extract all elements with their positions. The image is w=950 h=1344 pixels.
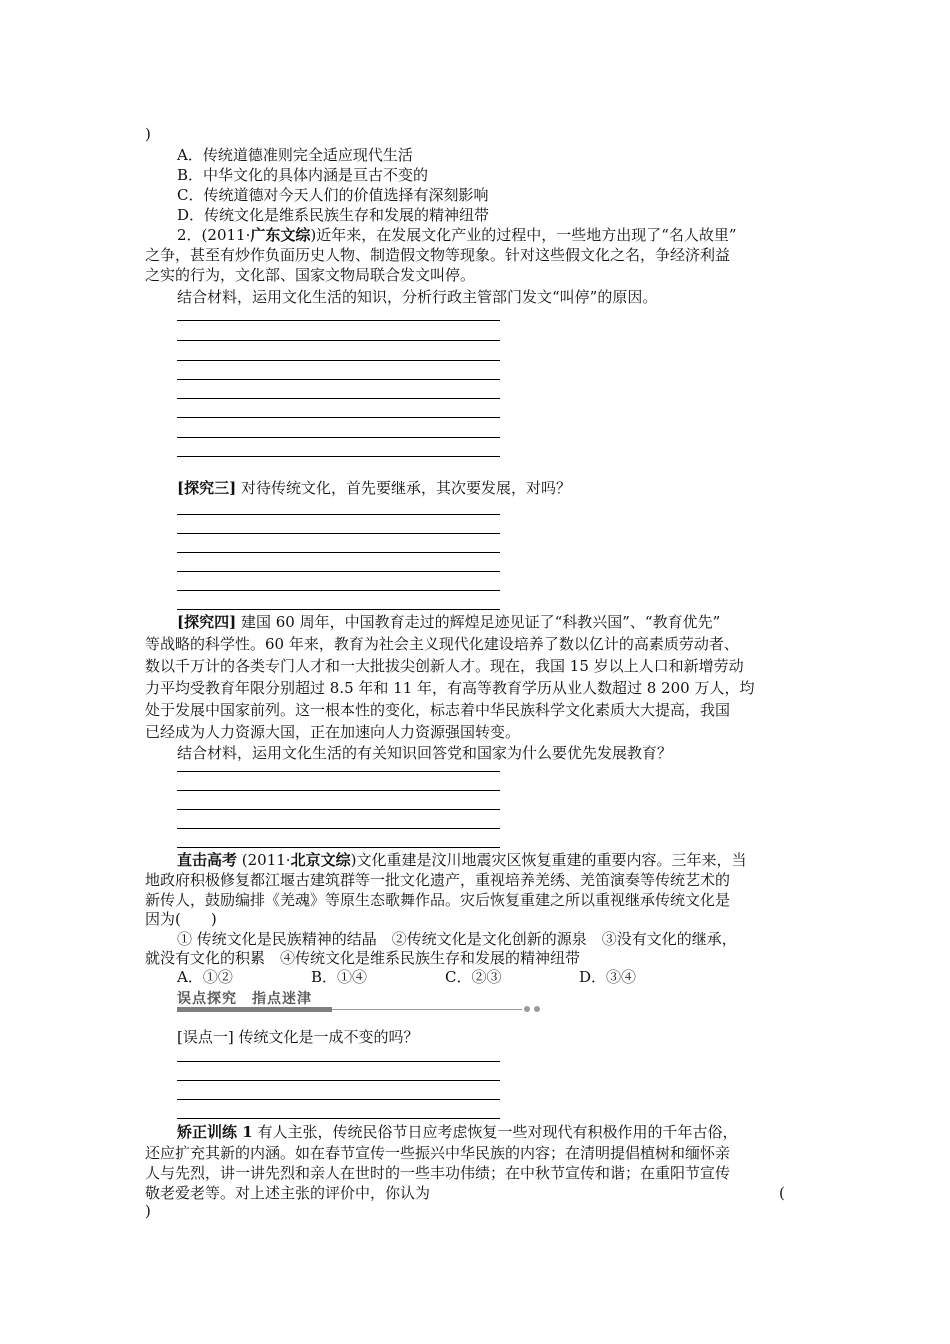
q2-number: 2．(2011· [177,226,251,244]
q2-source-close: ) [310,226,317,244]
explore4-text-line-1: 建国 60 周年，中国教育走过的辉煌足迹见证了“科教兴国”、“教育优先” [236,613,721,631]
gaokao-tag: 直击高考 [177,851,238,869]
q2-source: 广东文综 [250,226,311,244]
gaokao-source: 北京文综 [290,851,351,869]
explore3-tag: [探究三] [177,479,237,497]
explore3-question [145,478,837,498]
correction-text-line-4-text: 敬老爱老等。对上述主张的评价中，你认为 [145,1184,431,1202]
q2-text-line-3: 之实的行为，文化部、国家文物局联合发文叫停。 [145,266,476,284]
explore4-first-line [145,612,837,632]
correction-paren-open: ( [779,1184,785,1202]
answer-line[interactable] [177,340,500,341]
gaokao-first-line [145,850,837,870]
q2-first-line [145,225,837,245]
answer-line[interactable] [177,771,500,772]
correction-tag: 矫正训练 1 [177,1123,253,1141]
explore4-text-line-6: 已经成为人力资源大国，正在加速向人力资源强国转变。 [145,723,521,741]
gaokao-text-line-4: 因为( ) [145,910,217,928]
answer-line[interactable] [177,790,500,791]
answer-line[interactable] [177,437,500,438]
answer-line[interactable] [177,379,500,380]
answer-line[interactable] [177,456,500,457]
gaokao-statements-line-1: ① 传统文化是民族精神的结晶 ②传统文化是文化创新的源泉 ③没有文化的继承， [177,930,737,948]
explore3-text: 对待传统文化，首先要继承，其次要发展，对吗？ [236,479,571,497]
answer-line[interactable] [177,320,500,321]
answer-line[interactable] [177,571,500,572]
gaokao-option-d: D．③④ [579,968,637,986]
gaokao-option-a: A．①② [177,968,233,986]
q1-option-d: D．传统文化是维系民族生存和发展的精神纽带 [177,206,490,224]
answer-line[interactable] [177,417,500,418]
gaokao-text-line-3: 新传人，鼓励编排《羌魂》等原生态歌舞作品。灾后恢复重建之所以重视继承传统文化是 [145,891,731,909]
q1-option-c: C．传统道德对今天人们的价值选择有深刻影响 [177,186,489,204]
explore4-tag: [探究四] [177,613,237,631]
divider-dot [524,1006,530,1012]
answer-line[interactable] [177,398,500,399]
explore4-prompt: 结合材料，运用文化生活的有关知识回答党和国家为什么要优先发展教育？ [177,744,673,762]
answer-line[interactable] [177,514,500,515]
answer-line[interactable] [177,809,500,810]
q1-option-a: A．传统道德准则完全适应现代生活 [177,146,413,164]
q2-text-line-2: 之争，甚至有炒作负面历史人物、制造假文物等现象。针对这些假文化之名，争经济利益 [145,246,731,264]
answer-line[interactable] [177,590,500,591]
answer-line[interactable] [177,1099,500,1100]
mistake1-tag: [误点一] [177,1028,234,1046]
answer-line[interactable] [177,360,500,361]
divider-dot [534,1006,540,1012]
gaokao-option-b: B．①④ [311,968,368,986]
q2-text-line-1: 近年来，在发展文化产业的过程中，一些地方出现了“名人故里” [316,226,737,244]
q1-paren-close: ) [145,125,151,143]
q2-prompt: 结合材料，运用文化生活的知识，分析行政主管部门发文“叫停”的原因。 [177,288,658,306]
explore4-text-line-4: 力平均受教育年限分别超过 8.5 年和 11 年，有高等教育学历从业人数超过 8 200 万人，均 [145,679,755,697]
answer-line[interactable] [177,533,500,534]
answer-line[interactable] [177,1061,500,1062]
correction-first-line [145,1122,837,1142]
correction-text-line-1: 有人主张，传统民俗节日应考虑恢复一些对现代有积极作用的千年古俗， [252,1123,738,1141]
gaokao-paren-open: (2011· [237,851,291,869]
section-divider [332,1009,522,1010]
gaokao-option-c: C．②③ [445,968,502,986]
correction-text-line-4 [145,1183,805,1203]
explore4-text-line-5: 处于发展中国家前列。这一根本性的变化，标志着中华民族科学文化素质大大提高，我国 [145,701,731,719]
mistake1-text: 传统文化是一成不变的吗？ [233,1028,419,1046]
section-bar [177,1007,332,1012]
answer-line[interactable] [177,1118,500,1119]
section-title: 误点探究 指点迷津 [177,991,312,1007]
mistake1-question [145,1027,837,1047]
answer-line[interactable] [177,552,500,553]
gaokao-source-close: ) [350,851,357,869]
explore4-text-line-2: 等战略的科学性。60 年来，教育为社会主义现代化建设培养了数以亿计的高素质劳动者、 [145,635,739,653]
correction-paren-close: ) [145,1202,151,1220]
answer-line[interactable] [177,609,500,610]
explore4-text-line-3: 数以千万计的各类专门人才和一大批拔尖创新人才。现在，我国 15 岁以上人口和新增劳动 [145,657,744,675]
correction-text-line-2: 还应扩充其新的内涵。如在春节宣传一些振兴中华民族的内容；在清明提倡植树和缅怀亲 [145,1144,731,1162]
correction-text-line-3: 人与先烈，讲一讲先烈和亲人在世时的一些丰功伟绩；在中秋节宣传和谐；在重阳节宣传 [145,1164,731,1182]
answer-line[interactable] [177,1080,500,1081]
gaokao-text-line-1: 文化重建是汶川地震灾区恢复重建的重要内容。三年来，当 [356,851,747,869]
answer-line[interactable] [177,828,500,829]
answer-line[interactable] [177,847,500,848]
gaokao-text-line-2: 地政府积极修复都江堰古建筑群等一批文化遗产，重视培养羌绣、羌笛演奏等传统艺术的 [145,871,731,889]
q1-option-b: B．中华文化的具体内涵是亘古不变的 [177,166,429,184]
gaokao-statements-line-2: 就没有文化的积累 ④传统文化是维系民族生存和发展的精神纽带 [145,949,581,967]
